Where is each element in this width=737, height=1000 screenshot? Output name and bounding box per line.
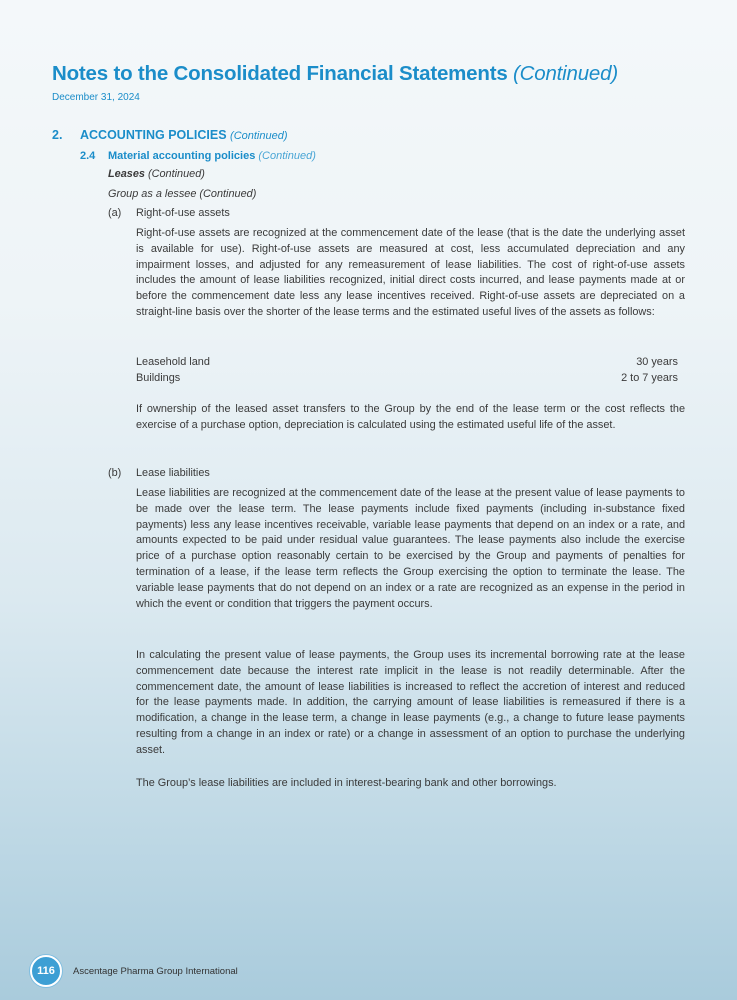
subsection-number: 2.4 xyxy=(80,150,96,162)
report-date: December 31, 2024 xyxy=(52,92,140,103)
subsection-heading xyxy=(80,150,316,162)
section-number: 2. xyxy=(52,128,63,142)
borrowings-paragraph: The Group’s lease liabilities are included in interest-bearing bank and other borrowings. xyxy=(136,777,557,789)
page-number-badge: 116 xyxy=(30,955,62,987)
subsection-title: Material accounting policies xyxy=(108,150,256,162)
page-title xyxy=(52,62,618,86)
useful-life-row xyxy=(136,356,678,372)
subsection-suffix: (Continued) xyxy=(258,150,316,162)
item-a-letter: (a) xyxy=(108,207,122,219)
useful-life-asset: Leasehold land xyxy=(136,356,210,368)
lease-liabilities-paragraph: Lease liabilities are recognized at the commencement date of the lease at the present value of lease payments to be made over the lease term. The lease payments include fixed payments (including in-substance fixed payments) less any lease incentives receivable, variable lease payments that depend on an index or a rate, and amounts expected to be paid under residual value guarantees. The lease payments also include the exercise price of a purchase option reasonably certain to be exercised by the Group and payments of penalties for termination of a lease, if the lease term reflects the Group exercising the option to terminate the lease. The variable lease payments that do not depend on an index or a rate are recognized as an expense in the period in which the event or condition that triggers the payment occurs. xyxy=(136,487,685,610)
useful-life-period: 30 years xyxy=(636,356,678,368)
item-b-letter: (b) xyxy=(108,467,122,479)
leases-heading-suffix: (Continued) xyxy=(147,168,205,180)
section-title: ACCOUNTING POLICIES xyxy=(80,128,227,142)
useful-lives-table xyxy=(136,356,678,388)
page-title-text: Notes to the Consolidated Financial Statements xyxy=(52,62,508,85)
company-name: Ascentage Pharma Group International xyxy=(73,965,238,977)
leases-heading-bold: Leases xyxy=(108,168,145,180)
page-footer xyxy=(30,955,238,987)
item-b-label: Lease liabilities xyxy=(136,467,210,479)
section-heading xyxy=(52,128,288,142)
useful-life-period: 2 to 7 years xyxy=(621,372,678,384)
lessee-heading: Group as a lessee (Continued) xyxy=(108,188,257,200)
right-of-use-paragraph: Right-of-use assets are recognized at the commencement date of the lease (that is the date the underlying asset is available for use). Right-of-use assets are measured at cost, less accumulated depreciation and any impairment losses, and adjusted for any remeasurement of lease liabilities. The cost of right-of-use assets includes the amount of lease liabilities recognized, initial direct costs incurred, and lease payments made at or before the commencement date less any lease incentives received. Right-of-use assets are depreciated on a straight-line basis over the shorter of the lease terms and the estimated useful lives of the assets as follows: xyxy=(136,227,685,318)
ownership-transfer-paragraph: If ownership of the leased asset transfers to the Group by the end of the lease term or the cost reflects the exercise of a purchase option, depreciation is calculated using the estimated useful life of the asset. xyxy=(136,403,685,431)
useful-life-row xyxy=(136,372,678,388)
section-suffix: (Continued) xyxy=(230,130,288,142)
useful-life-asset: Buildings xyxy=(136,372,181,384)
page-header xyxy=(52,62,618,103)
leases-heading xyxy=(108,167,685,183)
page-title-suffix: (Continued) xyxy=(513,62,618,85)
item-a-label: Right-of-use assets xyxy=(136,207,230,219)
present-value-paragraph: In calculating the present value of lease payments, the Group uses its incremental borrowing rate at the lease commencement date because the interest rate implicit in the lease is not readily determinable. After the commencement date, the amount of lease liabilities is increased to reflect the accretion of interest and reduced for the lease payments made. In addition, the carrying amount of lease liabilities is remeasured if there is a modification, a change in the lease term, a change in lease payments (e.g., a change to future lease payments resulting from a change in an index or rate) or a change in assessment of an option to purchase the underlying asset. xyxy=(136,649,685,756)
